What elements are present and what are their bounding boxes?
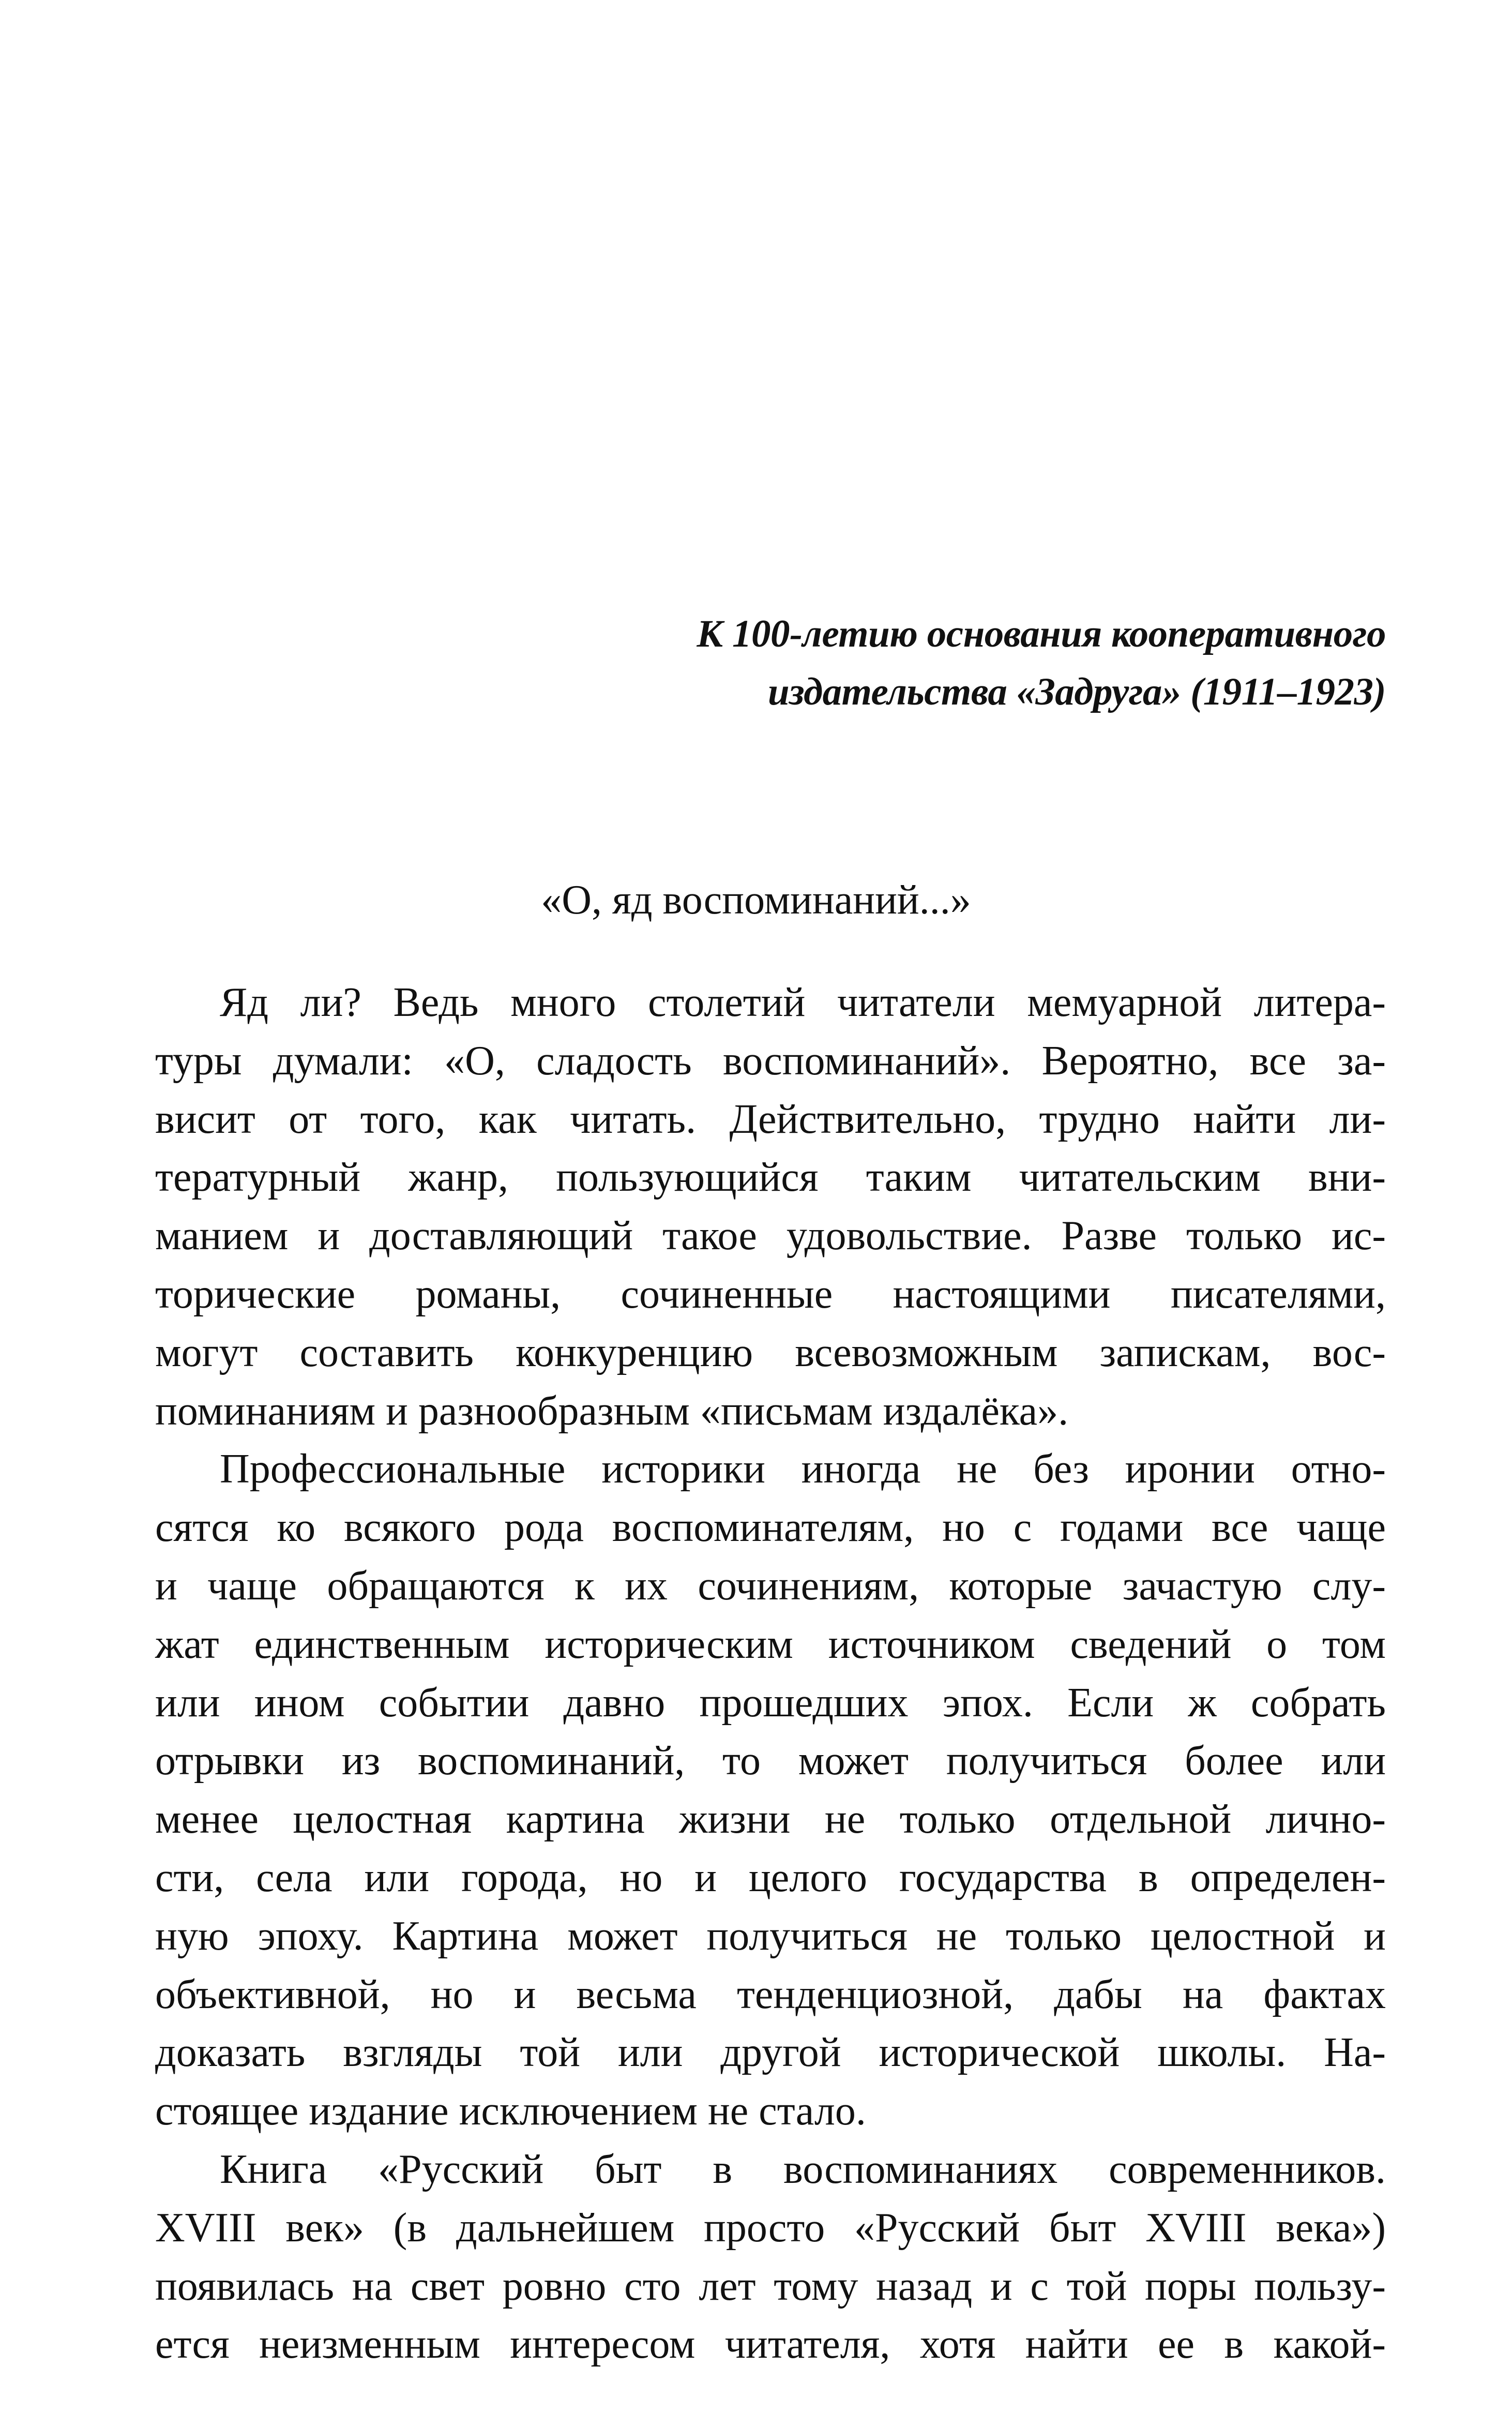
- section-heading: «О, яд воспоминаний...»: [541, 877, 971, 923]
- text-line: сятся ко всякого рода воспоминателям, но с годами все чаще: [155, 1505, 1386, 1551]
- epigraph: [543, 605, 1386, 721]
- text-line: Книга «Русский быт в воспоминаниях современников.: [220, 2146, 1386, 2192]
- text-line: поминаниям и разнообразным «письмам издалёка».: [155, 1388, 1069, 1434]
- text-line: ется неизменным интересом читателя, хотя найти ее в какой-: [155, 2322, 1386, 2368]
- text-line: доказать взгляды той или другой исторической школы. На-: [155, 2030, 1386, 2076]
- text-line: Профессиональные историки иногда не без иронии отно-: [220, 1446, 1386, 1492]
- text-line: ную эпоху. Картина может получиться не только целостной и: [155, 1913, 1386, 1959]
- text-line: стоящее издание исключением не стало.: [155, 2088, 866, 2134]
- text-line: торические романы, сочиненные настоящими писателями,: [155, 1271, 1386, 1317]
- text-line: жат единственным историческим источником сведений о том: [155, 1621, 1386, 1667]
- paragraph: [155, 974, 1386, 1440]
- paragraph: [155, 1440, 1386, 2140]
- text-line: Яд ли? Ведь много столетий читатели мемуарной литера-: [220, 980, 1386, 1025]
- paragraph: [155, 2140, 1386, 2374]
- text-line: могут составить конкуренцию всевозможным запискам, вос-: [155, 1329, 1386, 1375]
- body-text: [155, 974, 1386, 2374]
- text-line: или ином событии давно прошедших эпох. Если ж собрать: [155, 1680, 1386, 1726]
- epigraph-line: издательства «Задруга» (1911–1923): [767, 670, 1386, 713]
- text-line: туры думали: «О, сладость воспоминаний». Вероятно, все за-: [155, 1038, 1386, 1084]
- text-line: менее целостная картина жизни не только отдельной лично-: [155, 1796, 1386, 1843]
- text-line: сти, села или города, но и целого государства в определен-: [155, 1854, 1386, 1900]
- text-line: и чаще обращаются к их сочинениям, которые зачастую слу-: [155, 1563, 1386, 1609]
- text-line: тературный жанр, пользующийся таким читательским вни-: [155, 1155, 1386, 1201]
- text-line: отрывки из воспоминаний, то может получиться более или: [155, 1738, 1386, 1784]
- epigraph-line: К 100-летию основания кооперативного: [697, 612, 1386, 655]
- text-line: висит от того, как читать. Действительно, трудно найти ли-: [155, 1096, 1386, 1142]
- text-line: объективной, но и весьма тенденциозной, дабы на фактах: [155, 1971, 1386, 2017]
- text-line: появилась на свет ровно сто лет тому назад и с той поры пользу-: [155, 2263, 1386, 2309]
- text-line: манием и доставляющий такое удовольствие. Разве только ис-: [155, 1213, 1386, 1259]
- text-line: XVIII век» (в дальнейшем просто «Русский быт XVIII века»): [155, 2205, 1386, 2251]
